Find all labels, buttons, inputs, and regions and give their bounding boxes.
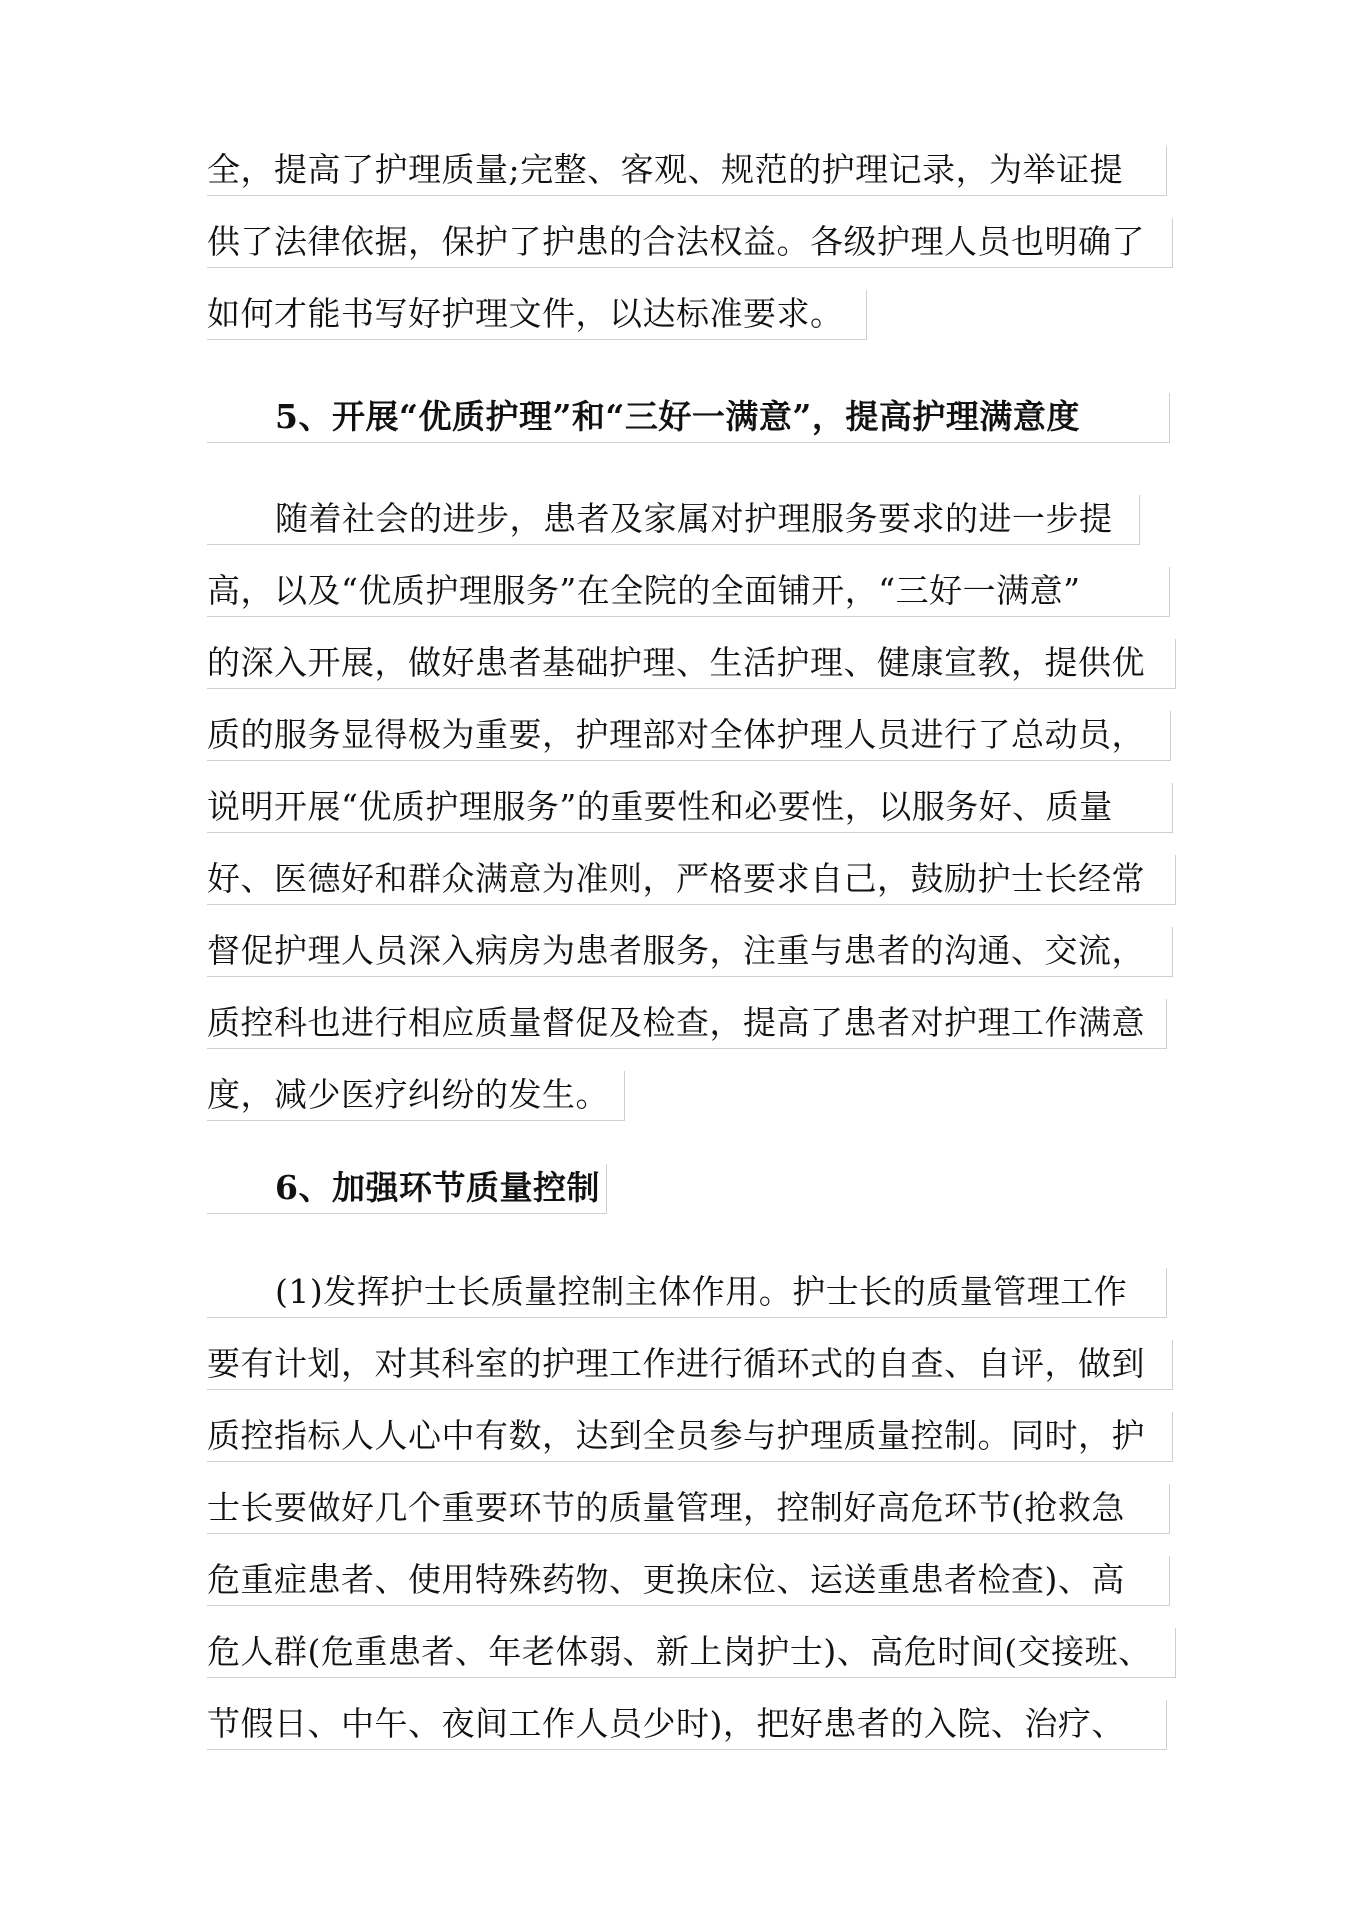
paragraph-line: 度，减少医疗纠纷的发生。 <box>207 1071 625 1121</box>
paragraph-line: 供了法律依据，保护了护患的合法权益。各级护理人员也明确了 <box>207 218 1173 268</box>
paragraph-line: 督促护理人员深入病房为患者服务，注重与患者的沟通、交流， <box>207 927 1173 977</box>
paragraph-line: 质控指标人人心中有数，达到全员参与护理质量控制。同时，护 <box>207 1412 1173 1462</box>
paragraph-line: 如何才能书写好护理文件，以达标准要求。 <box>207 290 867 340</box>
paragraph-line: 随着社会的进步，患者及家属对护理服务要求的进一步提 <box>207 495 1140 545</box>
paragraph-line: 全，提高了护理质量;完整、客观、规范的护理记录，为举证提 <box>207 146 1167 196</box>
paragraph-line: 节假日、中午、夜间工作人员少时)，把好患者的入院、治疗、 <box>207 1700 1167 1750</box>
paragraph-line: 危重症患者、使用特殊药物、更换床位、运送重患者检查)、高 <box>207 1556 1170 1606</box>
section-heading-5: 5、开展“优质护理”和“三好一满意”，提高护理满意度 <box>207 393 1170 443</box>
paragraph-line: 要有计划，对其科室的护理工作进行循环式的自查、自评，做到 <box>207 1340 1173 1390</box>
paragraph-line: 好、医德好和群众满意为准则，严格要求自己，鼓励护士长经常 <box>207 855 1176 905</box>
paragraph-line: 质的服务显得极为重要，护理部对全体护理人员进行了总动员， <box>207 711 1171 761</box>
paragraph-line: (1)发挥护士长质量控制主体作用。护士长的质量管理工作 <box>207 1268 1167 1318</box>
paragraph-line: 说明开展“优质护理服务”的重要性和必要性，以服务好、质量 <box>207 783 1173 833</box>
paragraph-line: 士长要做好几个重要环节的质量管理，控制好高危环节(抢救急 <box>207 1484 1170 1534</box>
paragraph-line: 危人群(危重患者、年老体弱、新上岗护士)、高危时间(交接班、 <box>207 1628 1176 1678</box>
section-heading-6: 6、加强环节质量控制 <box>207 1164 607 1214</box>
paragraph-line: 质控科也进行相应质量督促及检查，提高了患者对护理工作满意 <box>207 999 1167 1049</box>
paragraph-line: 的深入开展，做好患者基础护理、生活护理、健康宣教，提供优 <box>207 639 1176 689</box>
paragraph-line: 高，以及“优质护理服务”在全院的全面铺开，“三好一满意” <box>207 567 1170 617</box>
